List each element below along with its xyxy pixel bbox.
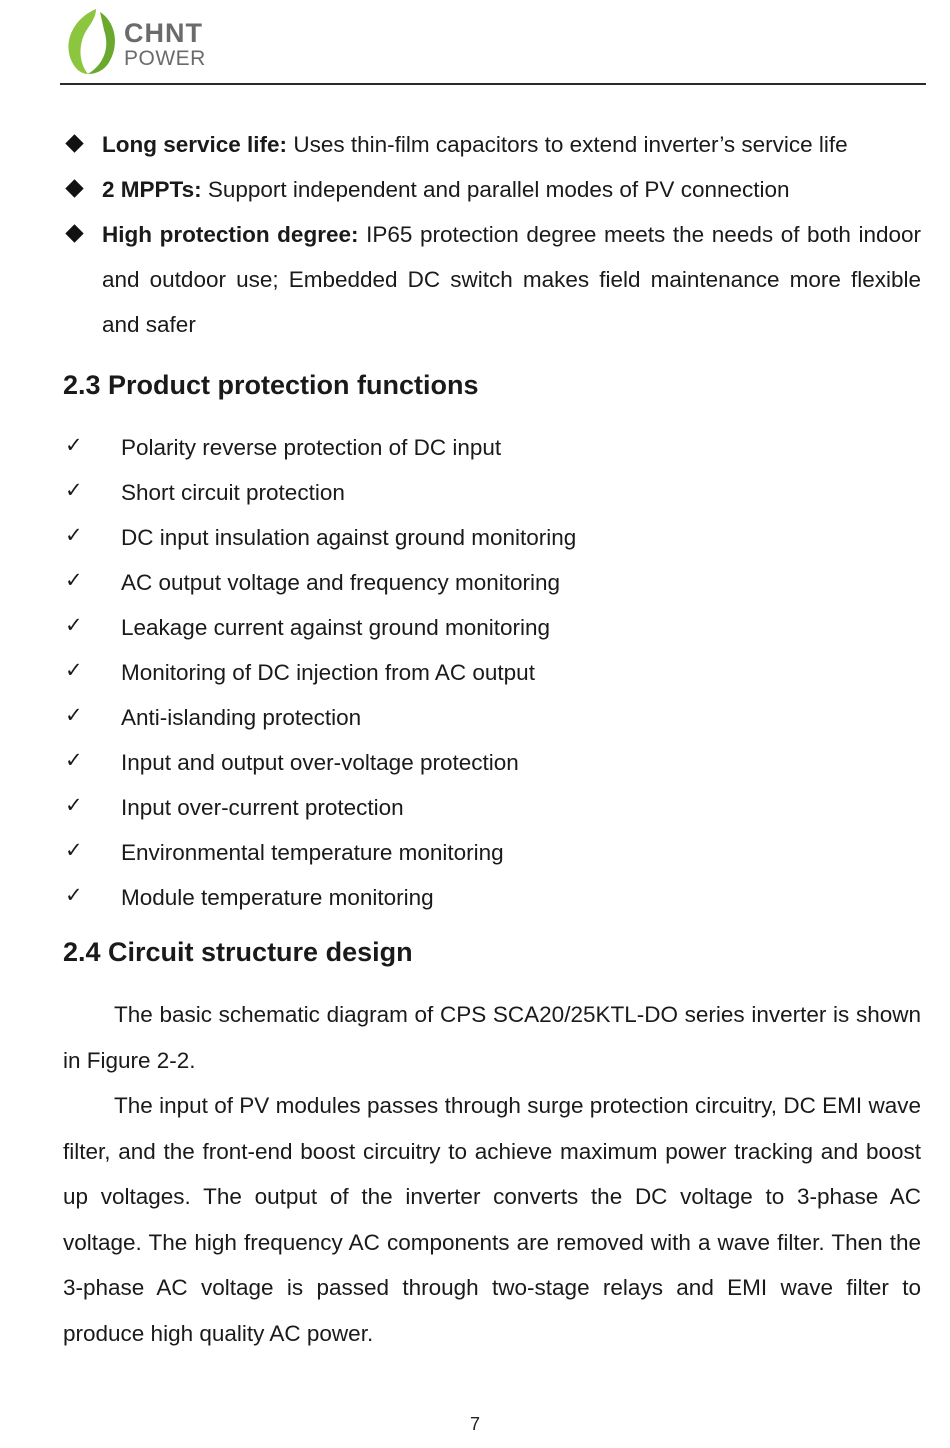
checkmark-icon: ✓ xyxy=(65,434,83,457)
feature-text: Uses thin-film capacitors to extend inverter’s service life xyxy=(287,132,848,157)
feature-bullet xyxy=(63,212,921,347)
body-paragraph: The basic schematic diagram of CPS SCA20/25KTL-DO series inverter is shown in Figure 2-2. xyxy=(63,1002,921,1073)
list-item-text: AC output voltage and frequency monitoring xyxy=(121,570,561,595)
list-item xyxy=(63,830,921,875)
list-item-text: Environmental temperature monitoring xyxy=(121,840,504,865)
list-item-text: Input over-current protection xyxy=(121,795,404,820)
feature-text: IP65 protection degree meets the needs of both indoor and outdoor use; Embedded DC switch makes field maintenance more flexible and safer xyxy=(102,222,921,337)
list-item-text: Polarity reverse protection of DC input xyxy=(121,435,502,460)
page-content xyxy=(63,122,921,1356)
page-number: 7 xyxy=(469,1414,480,1434)
diamond-bullet-icon xyxy=(65,224,83,242)
feature-bullet xyxy=(63,122,921,167)
leaf-bolt-logo-icon xyxy=(66,8,120,74)
list-item-text: Module temperature monitoring xyxy=(121,885,434,910)
checkmark-icon: ✓ xyxy=(65,524,83,547)
checkmark-icon: ✓ xyxy=(65,884,83,907)
feature-label: High protection degree: xyxy=(102,222,359,247)
section-heading-protection: 2.3 Product protection functions xyxy=(63,370,479,400)
checkmark-icon: ✓ xyxy=(65,569,83,592)
protection-functions-list xyxy=(63,425,921,920)
feature-text: Support independent and parallel modes of PV connection xyxy=(201,177,790,202)
diamond-bullet-icon xyxy=(65,134,83,152)
diamond-bullet-icon xyxy=(65,179,83,197)
checkmark-icon: ✓ xyxy=(65,704,83,727)
body-paragraph: The input of PV modules passes through surge protection circuitry, DC EMI wave filter, and the front-end boost circuitry to achieve maximum power tracking and boost up voltages. The output of the inverter converts the DC voltage to 3-phase AC voltage. The high frequency AC components are removed with a wave filter. Then the 3-phase AC voltage is passed through two-stage relays and EMI wave filter to produce high quality AC power. xyxy=(63,1093,921,1346)
list-item xyxy=(63,470,921,515)
list-item xyxy=(63,740,921,785)
section-heading-circuit: 2.4 Circuit structure design xyxy=(63,937,413,967)
checkmark-icon: ✓ xyxy=(65,794,83,817)
list-item xyxy=(63,785,921,830)
list-item xyxy=(63,425,921,470)
list-item-text: DC input insulation against ground monitoring xyxy=(121,525,577,550)
feature-bullet xyxy=(63,167,921,212)
list-item-text: Anti-islanding protection xyxy=(121,705,362,730)
list-item xyxy=(63,605,921,650)
feature-label: 2 MPPTs: xyxy=(102,177,202,202)
page-header xyxy=(0,0,950,90)
logo-wordmark-secondary: POWER xyxy=(124,47,206,70)
checkmark-icon: ✓ xyxy=(65,479,83,502)
checkmark-icon: ✓ xyxy=(65,749,83,772)
list-item xyxy=(63,695,921,740)
logo-wordmark-primary: CHNT xyxy=(124,18,203,48)
list-item xyxy=(63,875,921,920)
checkmark-icon: ✓ xyxy=(65,659,83,682)
header-divider xyxy=(60,83,926,85)
list-item-text: Monitoring of DC injection from AC output xyxy=(121,660,535,685)
checkmark-icon: ✓ xyxy=(65,614,83,637)
list-item xyxy=(63,515,921,560)
list-item-text: Leakage current against ground monitoring xyxy=(121,615,551,640)
checkmark-icon: ✓ xyxy=(65,839,83,862)
list-item xyxy=(63,650,921,695)
list-item xyxy=(63,560,921,605)
company-logo xyxy=(66,8,226,76)
list-item-text: Short circuit protection xyxy=(121,480,345,505)
feature-label: Long service life: xyxy=(102,132,288,157)
list-item-text: Input and output over-voltage protection xyxy=(121,750,519,775)
